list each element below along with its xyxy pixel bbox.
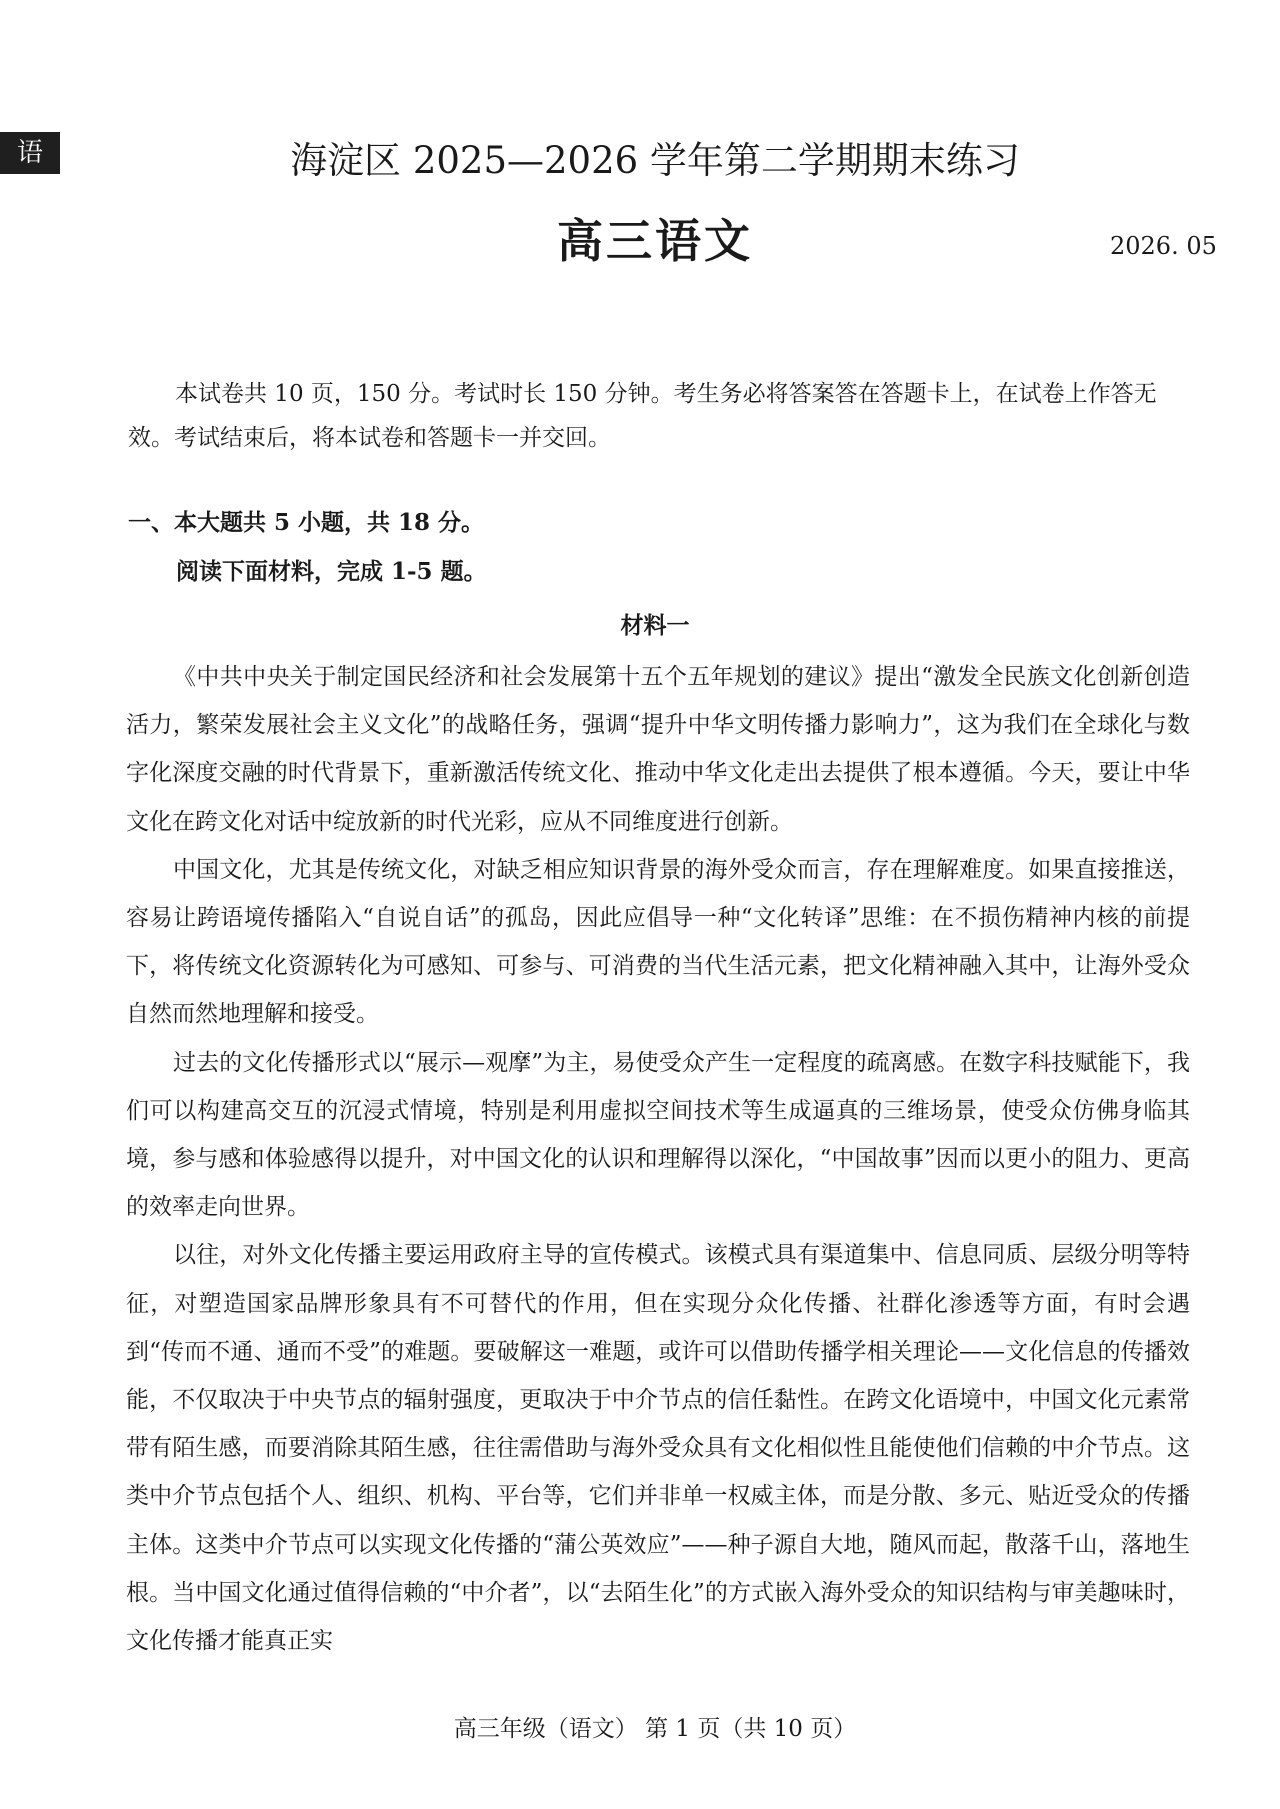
subject-tab: 语 [0,132,60,174]
exam-date: 2026. 05 [1110,232,1217,260]
exam-title: 海淀区 2025—2026 学年第二学期期末练习 [290,139,1020,182]
material-title: 材料一 [620,612,690,639]
page-footer: 高三年级（语文） 第 1 页（共 10 页） [453,1716,857,1742]
section-heading: 一、本大题共 5 小题，共 18 分。 [128,509,485,536]
passage-paragraph: 以往，对外文化传播主要运用政府主导的宣传模式。该模式具有渠道集中、信息同质、层级分明等特征，对塑造国家品牌形象具有不可替代的作用，但在实现分众化传播、社群化渗透等方面，有时会遇到“传而不通、通而不受”的难题。要破解这一难题，或许可以借助传播学相关理论——文化信息的传播效能，不仅取决于中央节点的辐射强度，更取决于中介节点的信任黏性。在跨文化语境中，中国文化元素常带有陌生感，而要消除其陌生感，往往需借助与海外受众具有文化相似性且能使他们信赖的中介节点。这类中介节点包括个人、组织、机构、平台等，它们并非单一权威主体，而是分散、多元、贴近受众的传播主体。这类中介节点可以实现文化传播的“蒲公英效应”——种子源自大地，随风而起，散落千山，落地生根。当中国文化通过值得信赖的“中介者”，以“去陌生化”的方式嵌入海外受众的知识结构与审美趣味时，文化传播才能真正实 [126,1242,1190,1655]
subject-title: 高三语文 [557,214,753,268]
reading-passage [126,653,1190,1665]
passage-paragraph: 中国文化，尤其是传统文化，对缺乏相应知识背景的海外受众而言，存在理解难度。如果直接推送，容易让跨语境传播陷入“自说自话”的孤岛，因此应倡导一种“文化转译”思维：在不损伤精神内核的前提下，将传统文化资源转化为可感知、可参与、可消费的当代生活元素，把文化精神融入其中，让海外受众自然而然地理解和接受。 [126,856,1190,1028]
passage-paragraph: 过去的文化传播形式以“展示—观摩”为主，易使受众产生一定程度的疏离感。在数字科技赋能下，我们可以构建高交互的沉浸式情境，特别是利用虚拟空间技术等生成逼真的三维场景，使受众仿佛身临其境，参与感和体验感得以提升，对中国文化的认识和理解得以深化，“中国故事”因而以更小的阻力、更高的效率走向世界。 [126,1049,1190,1221]
exam-instructions: 本试卷共 10 页，150 分。考试时长 150 分钟。考生务必将答案答在答题卡上，在试卷上作答无效。考试结束后，将本试卷和答题卡一并交回。 [128,381,1157,451]
passage-paragraph: 《中共中央关于制定国民经济和社会发展第十五个五年规划的建议》提出“激发全民族文化创新创造活力，繁荣发展社会主义文化”的战略任务，强调“提升中华文明传播力影响力”，这为我们在全球化与数字化深度交融的时代背景下，重新激活传统文化、推动中华文化走出去提供了根本遵循。今天，要让中华文化在跨文化对话中绽放新的时代光彩，应从不同维度进行创新。 [126,664,1190,835]
section-directive: 阅读下面材料，完成 1-5 题。 [176,558,487,585]
